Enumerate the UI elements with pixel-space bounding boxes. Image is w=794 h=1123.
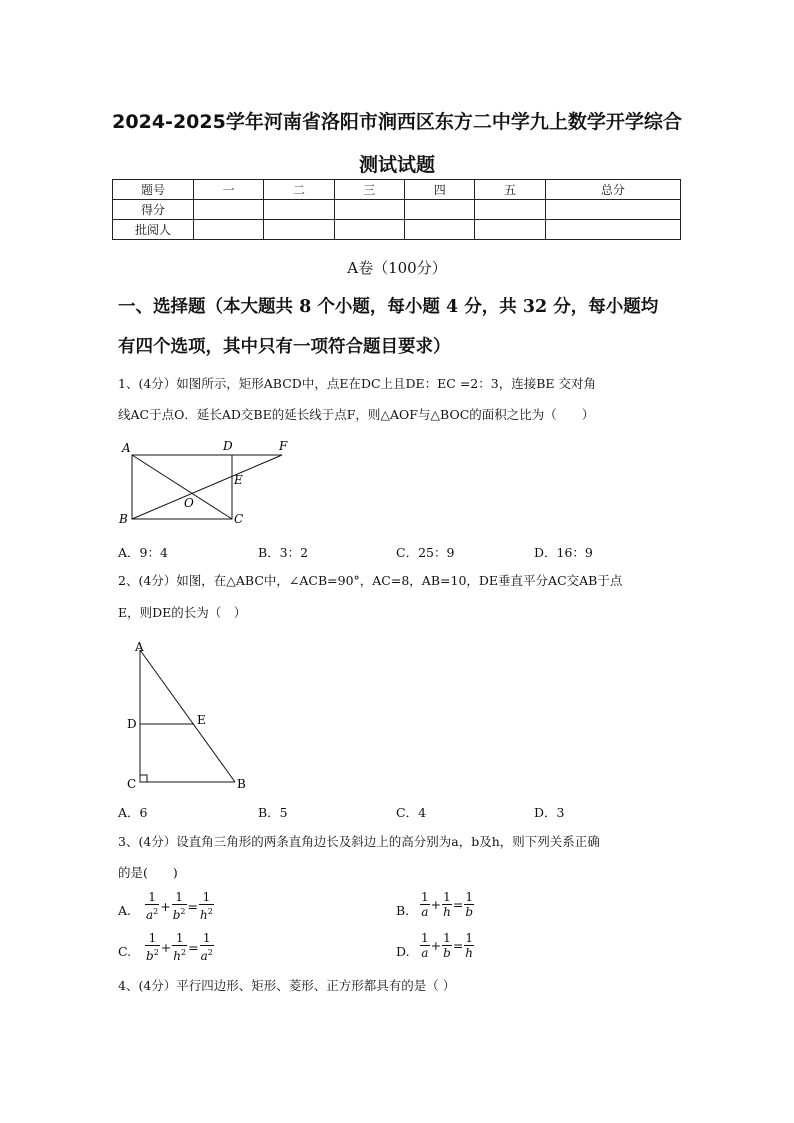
label-e: E	[197, 713, 206, 727]
score-header-cell: 二	[264, 180, 334, 200]
section-juan-heading: A卷（100分）	[347, 259, 447, 277]
score-header-cell: 一	[194, 180, 264, 200]
question-3-option-a-formula[interactable]: $\frac{1}{a^2}$ + $\frac{1}{b^2}$ = $\frac{1}{h^2}$	[146, 890, 213, 922]
question-3-line2: 的是( )	[118, 865, 178, 880]
question-3-option-b-label[interactable]: B.	[396, 903, 410, 918]
score-cell	[264, 220, 334, 240]
label-d: D	[127, 717, 137, 731]
score-table-row	[113, 200, 681, 220]
fraction: $\frac{1}{h^2}$	[200, 890, 213, 922]
label-a: A	[135, 640, 144, 654]
score-cell	[405, 200, 475, 220]
question-1-figure	[110, 434, 300, 530]
right-angle-mark	[140, 775, 147, 782]
label-c: C	[234, 512, 244, 526]
document-title-line1: 2024-2025学年河南省洛阳市涧西区东方二中学九上数学开学综合	[112, 111, 682, 133]
question-1-line1: 1、(4分）如图所示，矩形ABCD中，点E在DC上且DE：EC =2：3，连接BE 交对角	[118, 376, 596, 391]
question-2-line2: E，则DE的长为（ ）	[118, 605, 247, 620]
question-2-line1: 2、(4分）如图，在△ABC中，∠ACB=90°，AC=8，AB=10，DE垂直平分AC交AB于点	[118, 573, 623, 588]
score-table	[112, 179, 681, 240]
section-heading-line2: 有四个选项，其中只有一项符合题目要求）	[118, 337, 451, 357]
score-header-cell: 五	[475, 180, 545, 200]
score-row-label: 批阅人	[113, 220, 194, 240]
label-f: F	[279, 439, 288, 453]
fraction: $\frac{1}{h^2}$	[173, 931, 187, 963]
label-o: O	[184, 496, 194, 510]
score-cell	[194, 220, 264, 240]
question-1-option-a[interactable]: A．9：4	[118, 545, 168, 560]
line-bf	[132, 455, 282, 519]
score-table-header-row	[113, 180, 681, 200]
question-1-option-d[interactable]: D．16：9	[534, 545, 593, 560]
question-1-option-b[interactable]: B．3：2	[258, 545, 309, 560]
question-2-option-b[interactable]: B．5	[258, 805, 288, 820]
score-header-cell: 总分	[545, 180, 680, 200]
fraction: $\frac{1}{a}$	[421, 890, 429, 919]
fraction: $\frac{1}{h}$	[443, 890, 451, 919]
score-header-cell: 题号	[113, 180, 194, 200]
fraction: $\frac{1}{b}$	[443, 931, 451, 960]
label-b: B	[237, 777, 246, 791]
score-cell	[545, 200, 680, 220]
question-4-line1: 4、(4分）平行四边形、矩形、菱形、正方形都具有的是（ ）	[118, 978, 456, 993]
question-2-option-a[interactable]: A．6	[118, 805, 148, 820]
score-cell	[475, 200, 545, 220]
score-header-cell: 四	[405, 180, 475, 200]
label-b: B	[119, 512, 128, 526]
question-3-option-c-formula[interactable]: $\frac{1}{b^2}$ + $\frac{1}{h^2}$ = $\frac{1}{a^2}$	[146, 931, 213, 963]
score-cell	[334, 220, 404, 240]
question-2-option-c[interactable]: C．4	[396, 805, 427, 820]
label-a: A	[122, 441, 131, 455]
score-cell	[405, 220, 475, 240]
question-3-line1: 3、(4分）设直角三角形的两条直角边长及斜边上的高分别为a，b及h，则下列关系正确	[118, 834, 600, 849]
score-header-cell: 三	[334, 180, 404, 200]
question-2-option-d[interactable]: D．3	[534, 805, 565, 820]
question-1-line2: 线AC于点O．延长AD交BE的延长线于点F，则△AOF与△BOC的面积之比为（ ）	[118, 407, 595, 422]
score-cell	[475, 220, 545, 240]
score-cell	[545, 220, 680, 240]
label-c: C	[127, 777, 137, 791]
question-3-option-a-label[interactable]: A.	[118, 903, 132, 918]
side-ab	[140, 650, 235, 782]
score-cell	[194, 200, 264, 220]
diagonal-ac	[132, 455, 232, 519]
fraction: $\frac{1}{a^2}$	[146, 890, 159, 922]
question-2-figure	[118, 634, 258, 794]
fraction: $\frac{1}{a}$	[421, 931, 429, 960]
section-heading-line1: 一、选择题（本大题共 8 个小题，每小题 4 分，共 32 分，每小题均	[118, 297, 659, 317]
question-1-option-c[interactable]: C．25：9	[396, 545, 455, 560]
label-e: E	[234, 473, 243, 487]
question-3-option-c-label[interactable]: C.	[118, 944, 132, 959]
question-3-option-d-formula[interactable]: $\frac{1}{a}$ + $\frac{1}{b}$ = $\frac{1}{h}$	[421, 931, 474, 960]
score-cell	[334, 200, 404, 220]
question-3-option-d-label[interactable]: D.	[396, 944, 410, 959]
document-title-line2: 测试试题	[358, 154, 435, 176]
fraction: $\frac{1}{b^2}$	[172, 890, 186, 922]
fraction: $\frac{1}{h}$	[465, 931, 474, 960]
score-cell	[264, 200, 334, 220]
score-table-row	[113, 220, 681, 240]
fraction: $\frac{1}{b^2}$	[146, 931, 159, 963]
fraction: $\frac{1}{b}$	[465, 890, 474, 919]
label-d: D	[223, 439, 233, 453]
score-row-label: 得分	[113, 200, 194, 220]
fraction: $\frac{1}{a^2}$	[200, 931, 213, 963]
question-3-option-b-formula[interactable]: $\frac{1}{a}$ + $\frac{1}{h}$ = $\frac{1}{b}$	[421, 890, 474, 919]
